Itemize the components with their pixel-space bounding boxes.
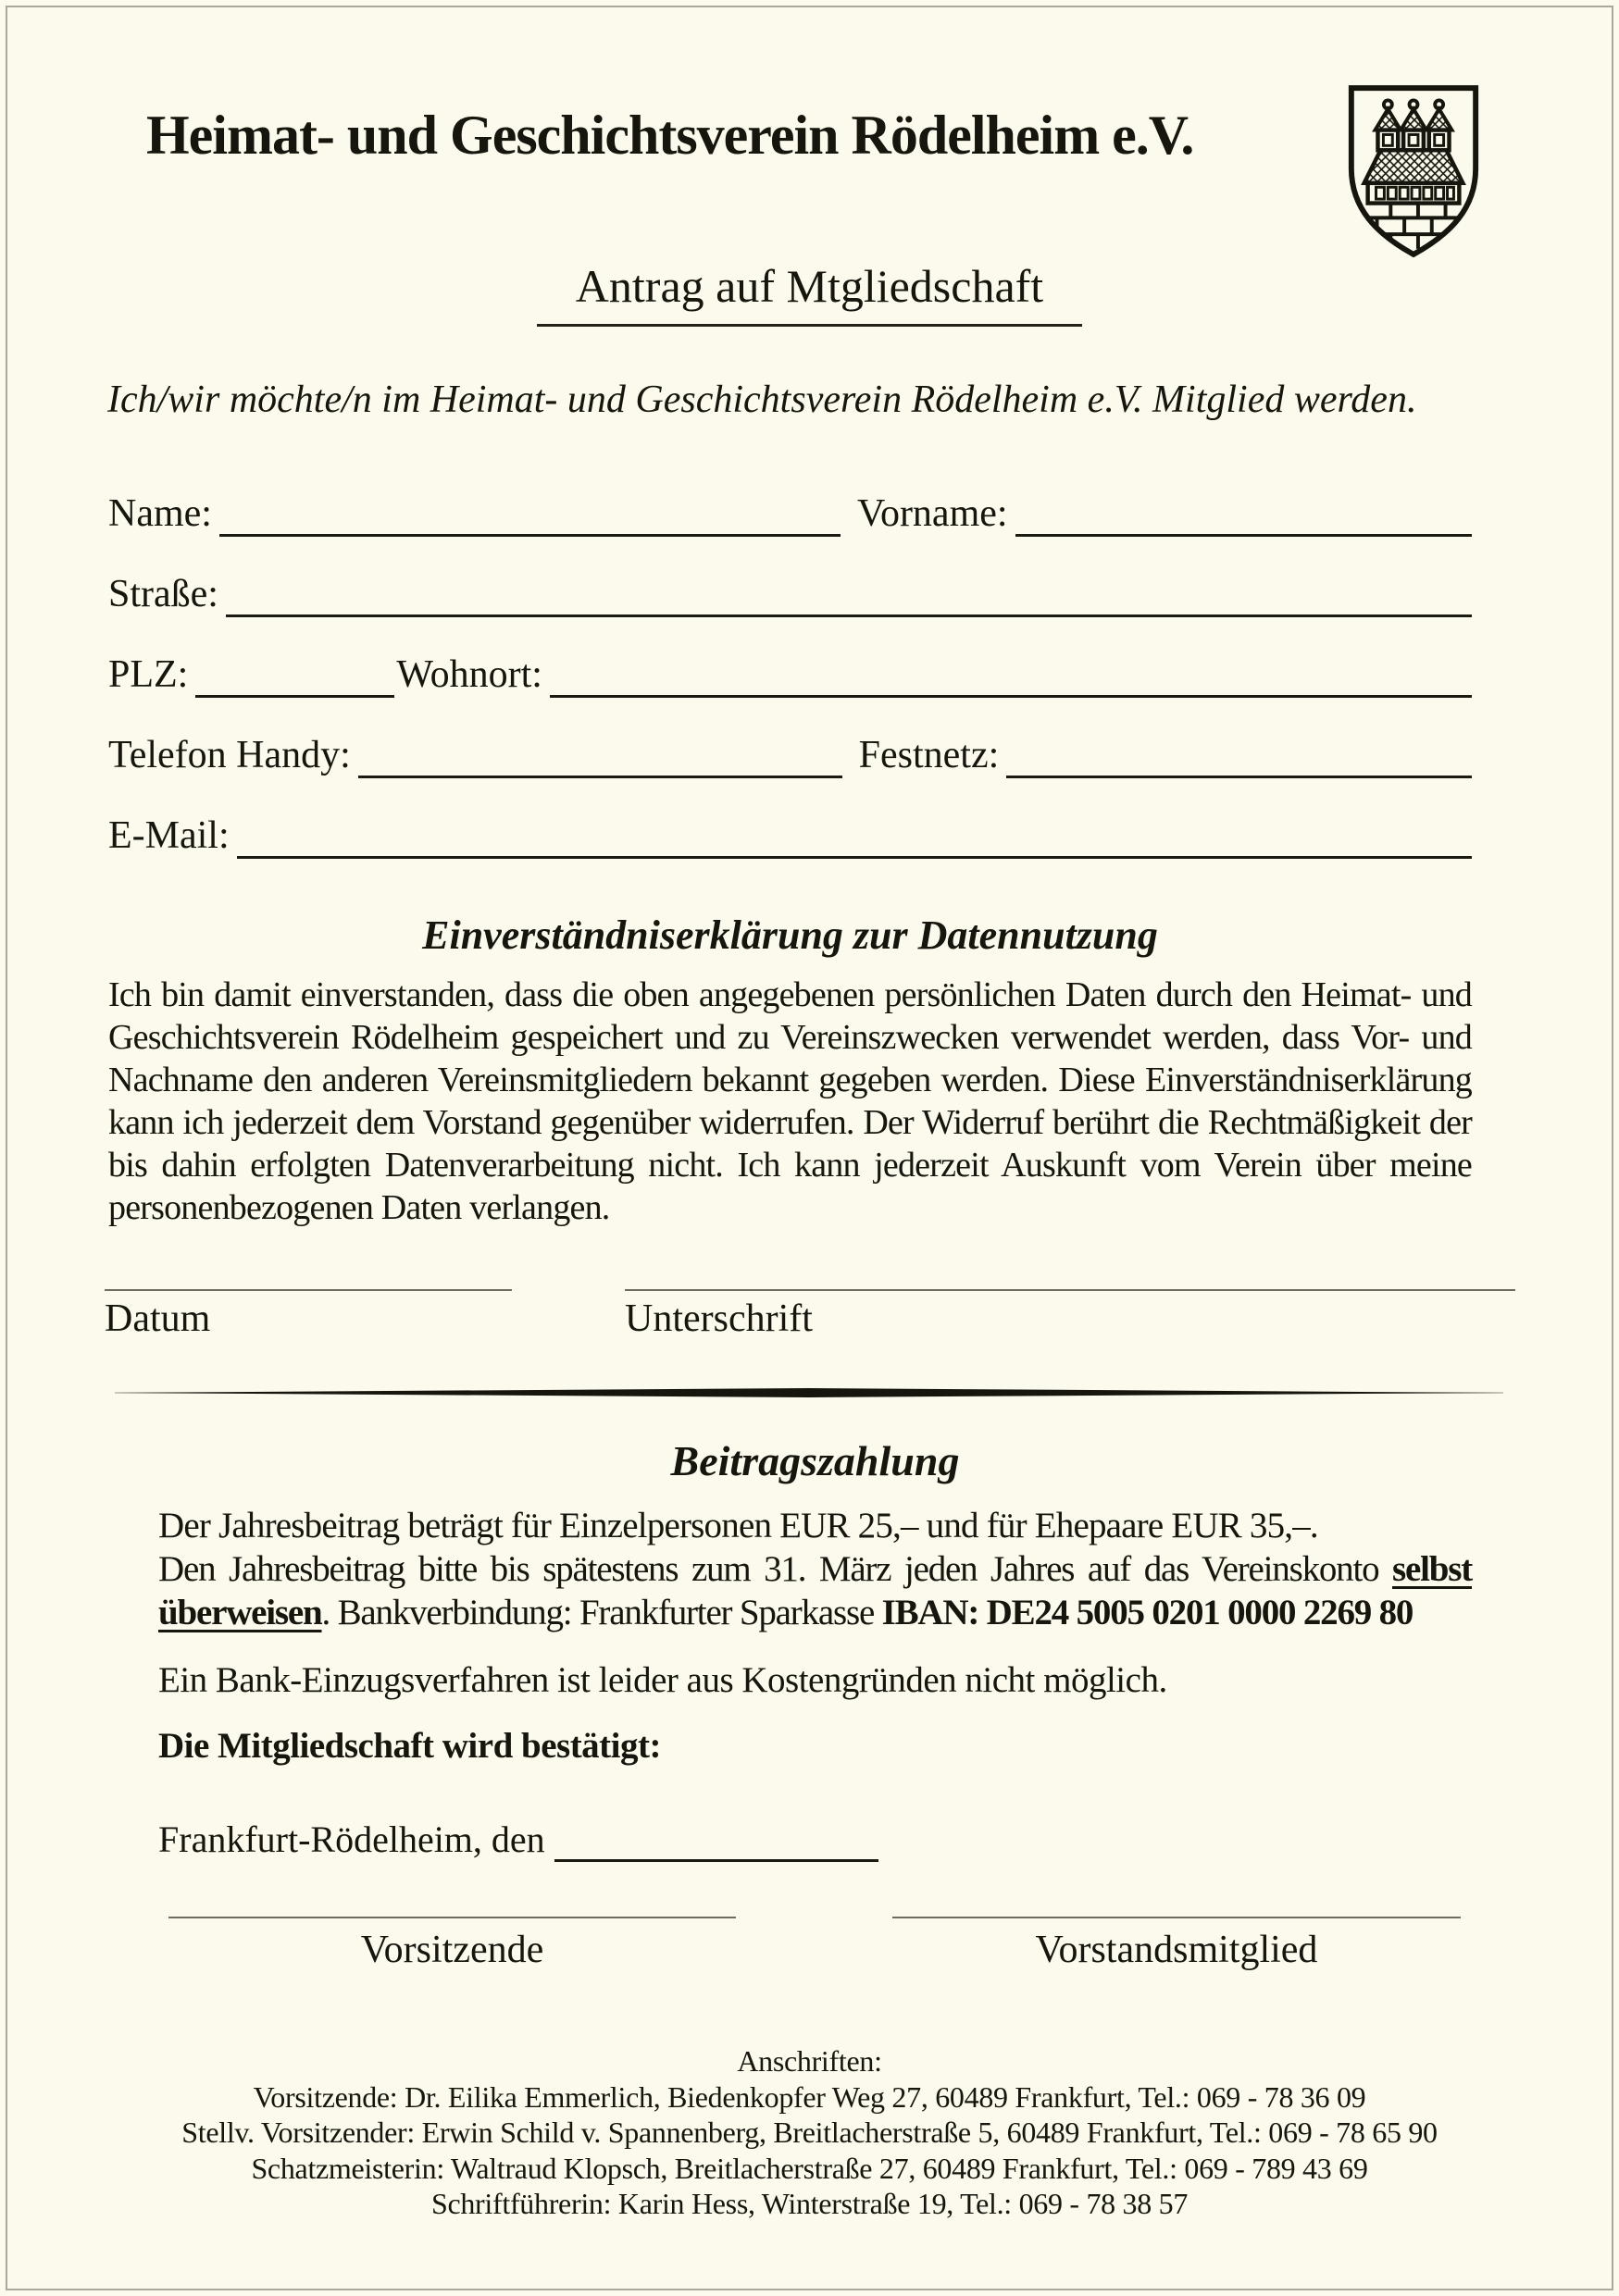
- address-line-secretary: Schriftführerin: Karin Hess, Winterstraße 19, Tel.: 069 - 78 38 57: [430, 2187, 1189, 2220]
- place-date-label: Frankfurt-Rödelheim, den: [158, 1818, 545, 1860]
- payment-section: [158, 1436, 1472, 1862]
- payment-heading: Beitragszahlung: [670, 1437, 960, 1484]
- member-signature-line[interactable]: [625, 1289, 1515, 1291]
- plz-input-line[interactable]: [195, 652, 394, 698]
- row-email: [108, 807, 1472, 859]
- festnetz-input-line[interactable]: [1006, 733, 1472, 778]
- date-signature-line[interactable]: [105, 1289, 512, 1291]
- addresses-heading: Anschriften:: [737, 2044, 882, 2078]
- payment-note: Ein Bank-Einzugsverfahren ist leider aus Kostengründen nicht möglich.: [158, 1660, 1167, 1700]
- roedelheim-crest-icon: [1340, 78, 1487, 263]
- payment-fees-text: Der Jahresbeitrag beträgt für Einzelpersonen EUR 25,– und für Ehepaare EUR 35,–.: [158, 1506, 1318, 1545]
- telefon-handy-label: Telefon Handy:: [108, 734, 351, 776]
- form-subtitle: Antrag auf Mtgliedschaft: [537, 259, 1082, 327]
- row-plz-wohnort: [108, 646, 1472, 698]
- email-input-line[interactable]: [237, 813, 1472, 859]
- board-member-signature-line[interactable]: [892, 1917, 1461, 1918]
- address-line-chairwoman: Vorsitzende: Dr. Eilika Emmerlich, Biedenkopfer Weg 27, 60489 Frankfurt, Tel.: 069 - 78 36 09: [253, 2079, 1366, 2114]
- payment-iban: IBAN: DE24 5005 0201 0000 2269 80: [881, 1593, 1414, 1632]
- payment-transfer-prefix: Den Jahresbeitrag bitte bis spätestens zum 31. März jeden Jahres auf das Vereinskonto: [158, 1549, 1393, 1589]
- personal-data-form: [108, 485, 1472, 887]
- name-input-line[interactable]: [219, 491, 841, 537]
- consent-heading: Einverständniserklärung zur Datennutzung: [422, 912, 1158, 958]
- board-member-label: Vorstandsmitglied: [1035, 1929, 1318, 1971]
- row-name-vorname: [108, 485, 1472, 537]
- subtitle-row: [0, 259, 1619, 327]
- wohnort-label: Wohnort:: [396, 653, 542, 696]
- row-telefon: [108, 726, 1472, 778]
- address-line-treasurer: Schatzmeisterin: Waltraud Klopsch, Breitlacherstraße 27, 60489 Frankfurt, Tel.: 069 - 789 43 69: [251, 2151, 1368, 2185]
- date-label: Datum: [105, 1297, 211, 1340]
- section-divider: [115, 1386, 1503, 1403]
- chairwoman-label: Vorsitzende: [360, 1929, 544, 1971]
- row-strasse: [108, 565, 1472, 617]
- vorname-input-line[interactable]: [1015, 491, 1472, 537]
- festnetz-label: Festnetz:: [858, 734, 1000, 776]
- strasse-label: Straße:: [108, 573, 218, 615]
- chairwoman-signature-line[interactable]: [168, 1917, 736, 1918]
- intro-sentence: Ich/wir möchte/n im Heimat- und Geschichtsverein Rödelheim e.V. Mitglied werden.: [107, 379, 1417, 421]
- email-label: E-Mail:: [108, 814, 230, 857]
- signature-label: Unterschrift: [625, 1297, 813, 1340]
- payment-transfer-emphasis: selbst überweisen: [158, 1549, 1472, 1632]
- wohnort-input-line[interactable]: [550, 652, 1472, 698]
- telefon-handy-input-line[interactable]: [358, 733, 842, 778]
- addresses-footer: [37, 2043, 1582, 2222]
- payment-transfer-text: [158, 1547, 1472, 1634]
- name-label: Name:: [108, 492, 212, 535]
- date-signature-block: [105, 1289, 1515, 1341]
- board-signature-block: [168, 1917, 1461, 1972]
- page-title: Heimat- und Geschichtsverein Rödelheim e.V.: [146, 105, 1194, 166]
- place-date-row: [158, 1814, 1472, 1862]
- vorname-label: Vorname:: [857, 492, 1008, 535]
- plz-label: PLZ:: [108, 653, 189, 696]
- confirmation-date-input-line[interactable]: [554, 1818, 878, 1862]
- membership-confirmation-label: Die Mitgliedschaft wird bestätigt:: [158, 1726, 661, 1766]
- address-line-deputy: Stellv. Vorsitzender: Erwin Schild v. Spannenberg, Breitlacherstraße 5, 60489 Frankfurt, Tel.: 069 - 78 65 90: [181, 2116, 1438, 2149]
- payment-bank-text: . Bankverbindung: Frankfurter Sparkasse: [321, 1593, 882, 1632]
- consent-text: Ich bin damit einverstanden, dass die oben angegebenen persönlichen Daten durch den Heimat- und Geschichtsverein Rödelheim gespeichert und zu Vereinszwecken verwendet werden, dass Vor- und Nachname den anderen Vereinsmitgliedern bekannt gegeben werden. Diese Einverständniserklärung kann ich jederzeit dem Vorstand gegenüber widerrufen. Der Widerruf berührt die Rechtmäßigkeit der bis dahin erfolgten Datenverarbeitung nicht. Ich kann jederzeit Auskunft vom Verein über meine personenbezogenen Daten verlangen.: [108, 975, 1472, 1227]
- strasse-input-line[interactable]: [226, 572, 1472, 617]
- consent-section: [108, 912, 1472, 1229]
